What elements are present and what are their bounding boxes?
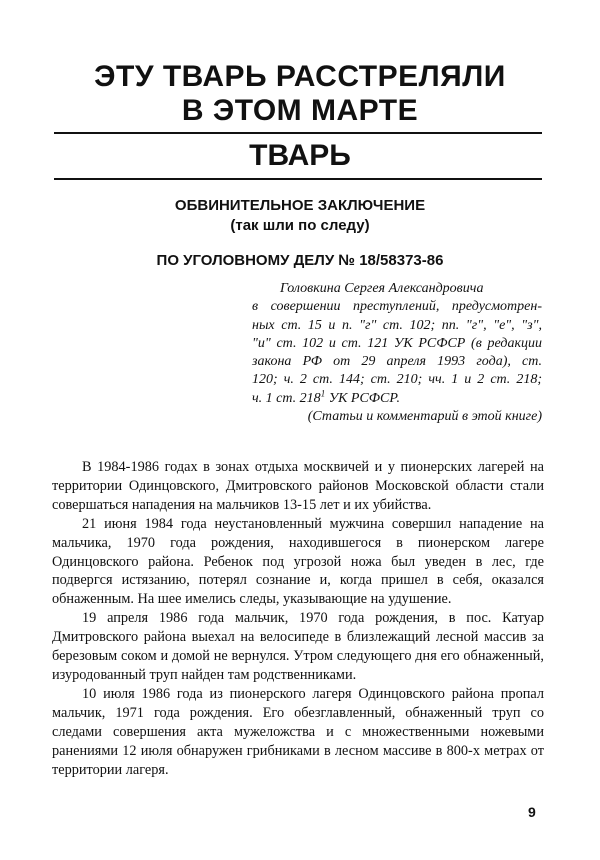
epigraph-line-start: ч. 1 ст. 218 <box>252 390 321 406</box>
section-note: (так шли по следу) <box>230 217 370 234</box>
epigraph-line: (Статьи и комментарий в этой книге) <box>307 409 542 425</box>
epigraph-line: Головкина Сергея Александровича <box>280 281 484 296</box>
body-text <box>52 458 544 779</box>
epigraph-line: 120; ч. 2 ст. 144; ст. 210; чч. 1 и 2 ст. 218; <box>252 372 542 388</box>
epigraph <box>252 280 542 426</box>
paragraph: 21 июня 1984 года неустановленный мужчина совершил нападение на мальчика, 1970 года рождения, находившегося в пионерском лагере Одинцовского района. Ребенок под угрозой ножа был уведен в лес, где подвергся истязанию, потерял сознание и, когда пришел в себя, оказался обнаженным. На шее имелись следы, указывающие на удушение. <box>52 515 544 608</box>
subtitle: ТВАРЬ <box>249 139 351 172</box>
epigraph-line: "и" ст. 102 и ст. 121 УК РСФСР (в редакции <box>252 335 542 351</box>
title-line-2: В ЭТОМ МАРТЕ <box>181 94 419 127</box>
epigraph-line: закона РФ от 29 апреля 1993 года), ст. <box>252 354 542 370</box>
title-line-1: ЭТУ ТВАРЬ РАССТРЕЛЯЛИ <box>94 60 506 93</box>
superscript: 1 <box>320 388 326 399</box>
bottom-rule <box>54 178 542 180</box>
paragraph: 19 апреля 1986 года мальчик, 1970 года рождения, в пос. Катуар Дмитровского района выехал на велосипеде в близлежащий лесной массив за березовым соком и домой не вернулся. Утром следующего дня его обнаженный, изуродованный труп найден там родственниками. <box>52 610 544 683</box>
epigraph-line: в совершении преступлений, предусмотрен- <box>252 299 542 315</box>
paragraph: 10 июля 1986 года из пионерского лагеря Одинцовского района пропал мальчик, 1971 года рождения. Его обезглавленный, обнаженный труп со следами совершения акта мужеложства и с множественными ножевыми ранениями 12 июля обнаружен грибниками в лесном массиве в 800-х метрах от территории лагеря. <box>52 685 544 778</box>
epigraph-line-end: УК РСФСР. <box>325 390 401 406</box>
paragraph: В 1984-1986 годах в зонах отдыха москвичей и у пионерских лагерей на территории Одинцовского, Дмитровского районов Московской области стали совершаться нападения на мальчиков 13-15 лет и их убийства. <box>52 459 544 513</box>
top-rule <box>54 132 542 134</box>
page-number: 9 <box>528 804 536 820</box>
epigraph-line <box>252 390 542 408</box>
case-number: ПО УГОЛОВНОМУ ДЕЛУ № 18/58373-86 <box>156 252 444 269</box>
section-heading: ОБВИНИТЕЛЬНОЕ ЗАКЛЮЧЕНИЕ <box>174 197 426 214</box>
epigraph-line: ных ст. 15 и п. "г" ст. 102; пп. "г", "е", "з", <box>252 317 542 333</box>
